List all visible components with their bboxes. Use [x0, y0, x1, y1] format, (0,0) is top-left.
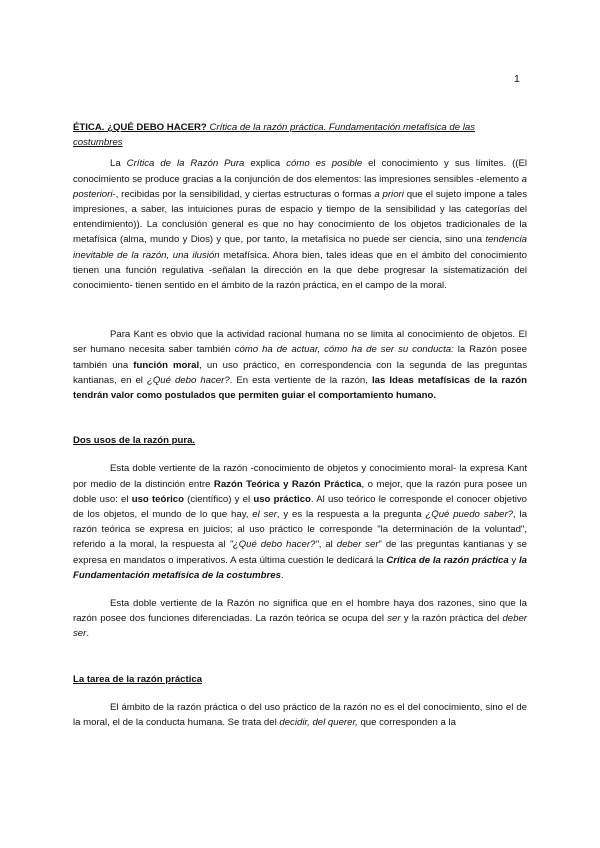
- page-number: 1: [514, 73, 520, 85]
- paragraph-3: [73, 461, 527, 583]
- title-main: ÉTICA. ¿QUÉ DEBO HACER?: [73, 122, 207, 133]
- text-bold: uso teórico: [131, 493, 184, 505]
- text-bold-italic: Crítica de la razón práctica: [386, 554, 509, 566]
- text-italic: ¿Qué debo hacer?: [146, 374, 230, 386]
- text: , al: [318, 539, 337, 551]
- text: Esta doble vertiente de la razón -conocimiento de objetos y conocimiento moral- la expresa Kant por medio de la distinción entre: [73, 463, 527, 490]
- section-heading-task: La tarea de la razón práctica: [73, 673, 203, 685]
- text-bold: función moral: [133, 359, 200, 371]
- text: La: [110, 158, 127, 170]
- text: que corresponden a la: [357, 717, 456, 729]
- text-italic: cómo ha de actuar, cómo ha de ser su conducta:: [234, 344, 454, 356]
- text: el conocimiento y sus límites. ((El conocimiento se produce gracias a la conjunción de dos elementos: las impresiones sensibles -elemento: [73, 158, 528, 185]
- text-italic: a priori: [374, 188, 404, 200]
- text-italic: ser: [387, 613, 401, 625]
- paragraph-2: [73, 327, 527, 403]
- text-italic: tendencia inevitable de la razón, una ilusión: [73, 234, 527, 261]
- text-italic: cómo es posible: [286, 158, 363, 170]
- text: , un uso práctico, en correspondencia con la segunda de las preguntas kantianas, en el: [73, 359, 527, 386]
- text-italic: Crítica de la Razón Pura: [126, 158, 245, 170]
- text: .: [280, 569, 284, 581]
- text: explica: [244, 158, 287, 170]
- text-italic: deber ser: [73, 613, 528, 640]
- text-bold: Razón Teórica y Razón Práctica: [213, 478, 362, 490]
- text: . En esta vertiente de la razón,: [229, 374, 372, 386]
- text: la Razón posee también una: [73, 344, 527, 371]
- text-italic: "¿Qué debo hacer?": [229, 539, 319, 551]
- text: , la razón teórica se expresa en juicios; al uso práctico le corresponde "la determinación de la voluntad", referido a la moral, la respuesta al: [73, 509, 527, 551]
- title-subtitle: Crítica de la razón práctica. Fundamentación metafísica de las costumbres: [73, 122, 476, 149]
- paragraph-5: [73, 700, 527, 730]
- paragraph-4: [73, 596, 527, 642]
- text-bold: las Ideas metafísicas de la razón tendrán valor como postulados que permiten guiar el comportamiento humano.: [73, 374, 527, 402]
- text-italic: a posteriori: [73, 173, 527, 200]
- text: metafísica. Ahora bien, tales ideas que en el ámbito del conocimiento tienen una función regulativa -señalan la dirección en la que debe progresar la sistematización del conocimiento- tienen sentido en el ámbito de la razón práctica, en el campo de la moral.: [73, 249, 527, 292]
- text: que el sujeto impone a tales impresiones, a saber, las intuiciones puras de espacio y tiempo de la sensibilidad y las categorías del entendimiento)). La conclusión general es que no hay conocimiento de los objetos tradicionales de la metafísica (alma, mundo y Dios) y que, por tanto, la metafísica no puede ser ciencia, sino una: [73, 188, 528, 246]
- text: (científico) y el: [183, 493, 254, 505]
- text: .: [86, 628, 89, 640]
- paragraph-1: [73, 156, 527, 293]
- text: y: [508, 554, 519, 566]
- text: . Al uso teórico le corresponde el conocer objetivo de los objetos, el mundo de lo que hay,: [73, 493, 527, 521]
- text-italic: deber ser: [336, 539, 379, 551]
- text-italic: ¿Qué puedo saber?: [425, 509, 514, 521]
- section-heading-two-uses: Dos usos de la razón pura.: [73, 435, 196, 447]
- text: " de las preguntas kantianas y se expresa en mandatos o imperativos. A esta última cuestión le dedicará la: [73, 539, 528, 566]
- text: El ámbito de la razón práctica o del uso práctico de la razón no es el del conocimiento, sino el de la moral, el de la conducta humana. Se trata del: [73, 701, 527, 729]
- text-italic: decidir, del querer,: [279, 717, 358, 729]
- text: , y es la respuesta a la pregunta: [276, 509, 426, 521]
- text-bold-italic: la Fundamentación metafísica de la costumbres: [73, 554, 527, 581]
- text: -, recibidas por la sensibilidad, y ciertas estructuras o formas: [112, 188, 375, 200]
- text-italic: el ser: [252, 509, 277, 521]
- document-body: [73, 120, 527, 730]
- text: , o mejor, que la razón pura posee un doble uso: el: [73, 478, 527, 505]
- document-title: [73, 120, 527, 150]
- text: Esta doble vertiente de la Razón no significa que en el hombre haya dos razones, sino que la razón posee dos funciones diferenciadas. La razón teórica se ocupa del: [73, 598, 527, 625]
- text: y la razón práctica del: [400, 613, 503, 625]
- text: Para Kant es obvio que la actividad racional humana no se limita al conocimiento de objetos. El ser humano necesita saber también: [73, 329, 527, 356]
- text-bold: uso práctico: [253, 493, 311, 505]
